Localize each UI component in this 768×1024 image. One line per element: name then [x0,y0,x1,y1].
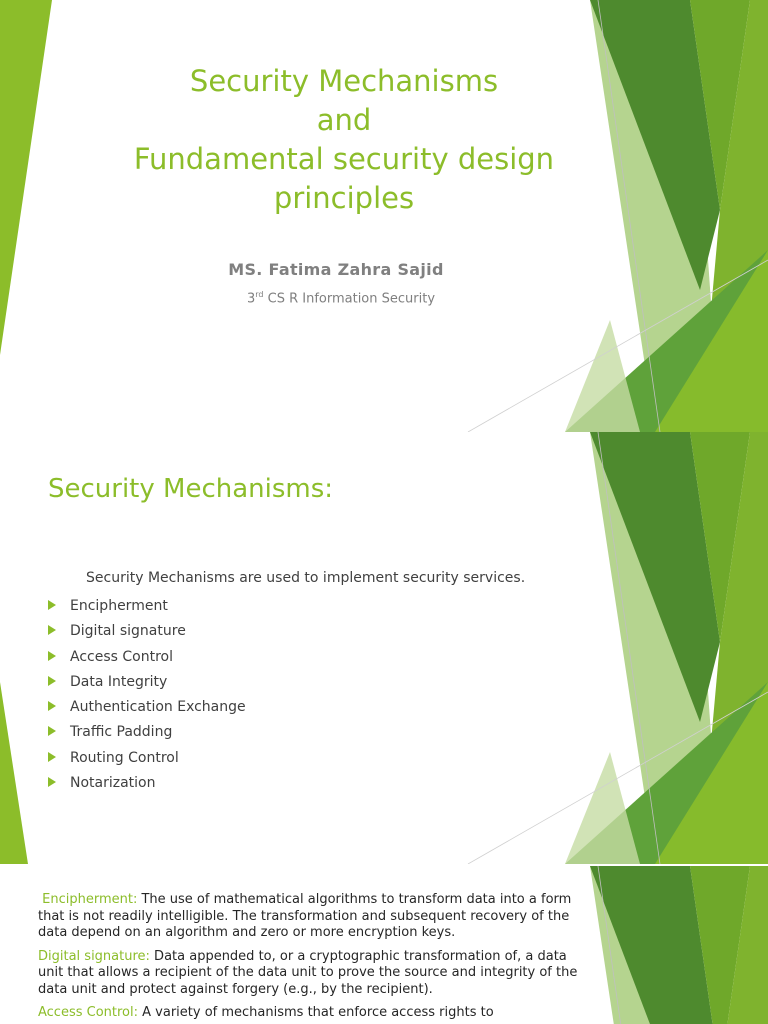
list-item [48,595,246,620]
bullet-arrow-icon [48,752,56,762]
title-line: principles [273,181,415,215]
list-item-label: Data Integrity [70,673,168,690]
list-item [48,747,246,772]
definition-text: A variety of mechanisms that enforce access rights to [138,1005,494,1020]
course-subtitle [0,290,682,306]
list-item-label: Access Control [70,648,173,665]
bullet-arrow-icon [48,625,56,635]
list-item-label: Encipherment [70,598,168,614]
definitions-slide [0,866,768,1024]
list-item [48,620,246,645]
definition-text: Data appended to, or a cryptographic transformation of, a data unit that allows a recipient of the data unit to prove the source and integrity of the data unit and protect against forgery (e.g., by the recipient). [38,948,578,997]
definition-term: Digital signature: [38,948,150,964]
list-item-label: Notarization [70,775,156,792]
list-item [48,646,246,671]
list-item [48,696,246,721]
bullet-arrow-icon [48,600,56,610]
list-item-label: Traffic Padding [70,724,173,741]
author-name: MS. Fatima Zahra Sajid [228,260,444,279]
title-line: and [316,103,372,137]
list-item [48,772,246,797]
bullet-arrow-icon [48,651,56,661]
definition-text: The use of mathematical algorithms to transform data into a form that is not readily intelligible. The transformation and subsequent recovery of the data depend on an algorithm and zero or more encryption keys. [38,892,572,940]
bullet-arrow-icon [48,676,56,686]
title-line: Fundamental security design [133,142,555,176]
bullet-arrow-icon [48,701,56,711]
title-line: Security Mechanisms [189,64,499,98]
list-item [48,721,246,746]
list-item-label: Routing Control [70,749,179,766]
mechanism-list [48,595,246,797]
course-rest: CS R Information Security [263,291,436,307]
definition-term: Access Control: [38,1005,139,1020]
course-ordinal: rd [255,290,264,299]
list-item-label: Digital signature [70,623,186,640]
bullet-arrow-icon [48,726,56,736]
definitions-text [38,892,583,1024]
list-item-label: Authentication Exchange [70,699,246,716]
intro-text: Security Mechanisms are used to implement security services. [86,570,526,586]
list-item [48,671,246,696]
definition-paragraph [38,1005,583,1022]
definition-paragraph [38,949,583,999]
left-accent-shape [0,682,28,864]
bullet-arrow-icon [48,777,56,787]
slide-title: Security Mechanisms: [48,474,334,504]
definition-paragraph [38,892,583,942]
mechanisms-slide [0,432,768,866]
title-slide [0,0,768,432]
presentation-title [60,62,628,218]
definition-term: Encipherment: [42,892,138,907]
course-prefix: 3 [246,291,256,307]
